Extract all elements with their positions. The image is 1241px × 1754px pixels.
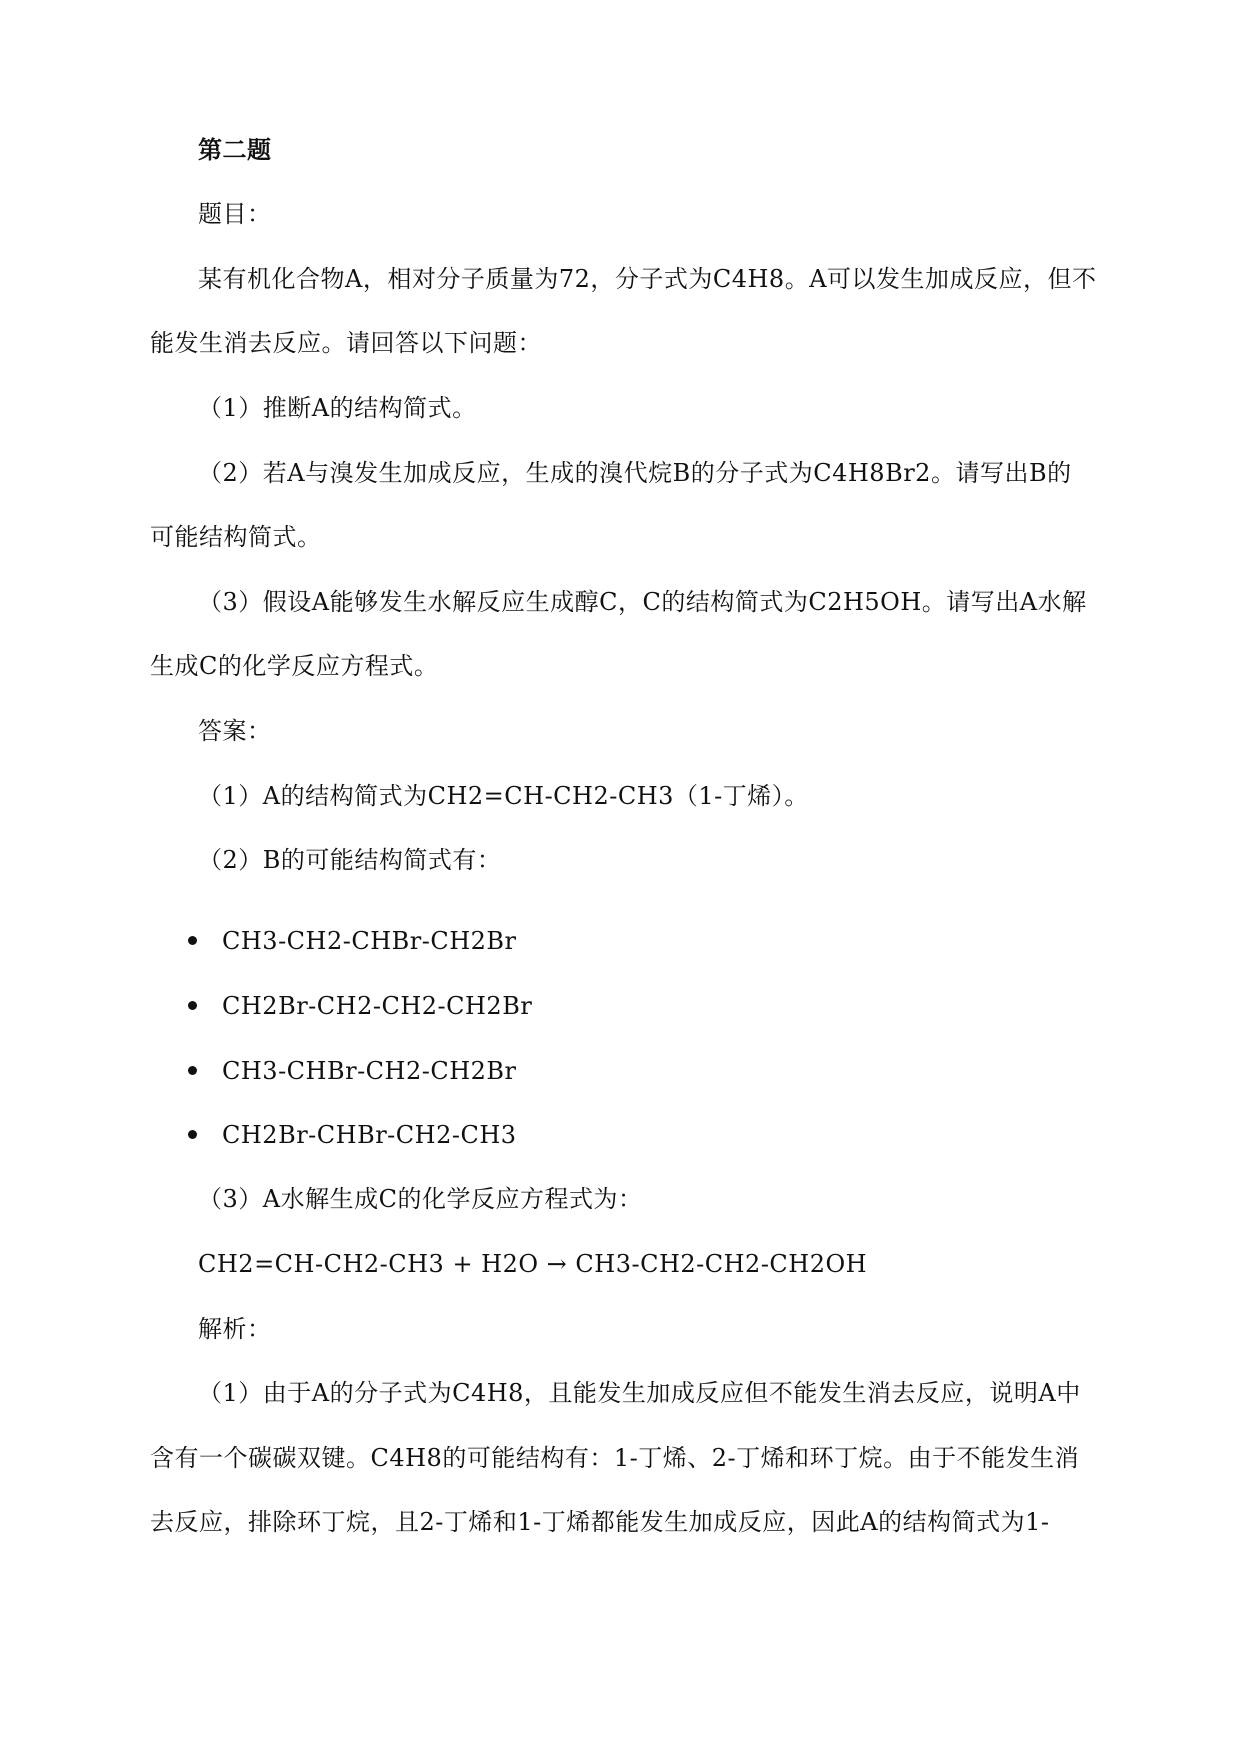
list-item: CH2Br-CHBr-CH2-CH3 — [222, 1121, 517, 1149]
analysis-line-1: （1）由于A的分子式为C4H8，且能发生加成反应但不能发生消去反应，说明A中 — [198, 1379, 1081, 1407]
reaction-equation: CH2=CH-CH2-CH3 + H2O → CH3-CH2-CH2-CH2OH — [198, 1250, 868, 1278]
question-3-line-1: （3）假设A能够发生水解反应生成醇C，C的结构简式为C2H5OH。请写出A水解 — [198, 588, 1087, 616]
question-1: （1）推断A的结构简式。 — [198, 394, 477, 422]
analysis-line-3: 去反应，排除环丁烷，且2-丁烯和1-丁烯都能发生加成反应，因此A的结构简式为1- — [150, 1508, 1050, 1536]
bullet-icon — [188, 1066, 197, 1075]
analysis-label: 解析： — [198, 1315, 272, 1343]
bullet-icon — [188, 1130, 197, 1139]
question-label: 题目： — [198, 200, 272, 228]
list-item: CH2Br-CH2-CH2-CH2Br — [222, 992, 533, 1020]
answer-2: （2）B的可能结构简式有： — [198, 846, 502, 874]
page-title: 第二题 — [198, 136, 272, 164]
question-2-line-1: （2）若A与溴发生加成反应，生成的溴代烷B的分子式为C4H8Br2。请写出B的 — [198, 459, 1072, 487]
question-text-line-2: 能发生消去反应。请回答以下问题： — [150, 329, 542, 357]
list-item: CH3-CH2-CHBr-CH2Br — [222, 927, 517, 955]
question-2-line-2: 可能结构简式。 — [150, 523, 322, 551]
list-item: CH3-CHBr-CH2-CH2Br — [222, 1057, 517, 1085]
bullet-icon — [188, 936, 197, 945]
question-text-line-1: 某有机化合物A，相对分子质量为72，分子式为C4H8。A可以发生加成反应，但不 — [198, 265, 1097, 293]
question-3-line-2: 生成C的化学反应方程式。 — [150, 652, 439, 680]
bullet-icon — [188, 1001, 197, 1010]
answer-label: 答案： — [198, 717, 272, 745]
analysis-line-2: 含有一个碳碳双键。C4H8的可能结构有：1-丁烯、2-丁烯和环丁烷。由于不能发生消 — [150, 1444, 1080, 1472]
answer-3: （3）A水解生成C的化学反应方程式为： — [198, 1185, 643, 1213]
answer-1: （1）A的结构简式为CH2=CH-CH2-CH3（1-丁烯）。 — [198, 782, 809, 810]
